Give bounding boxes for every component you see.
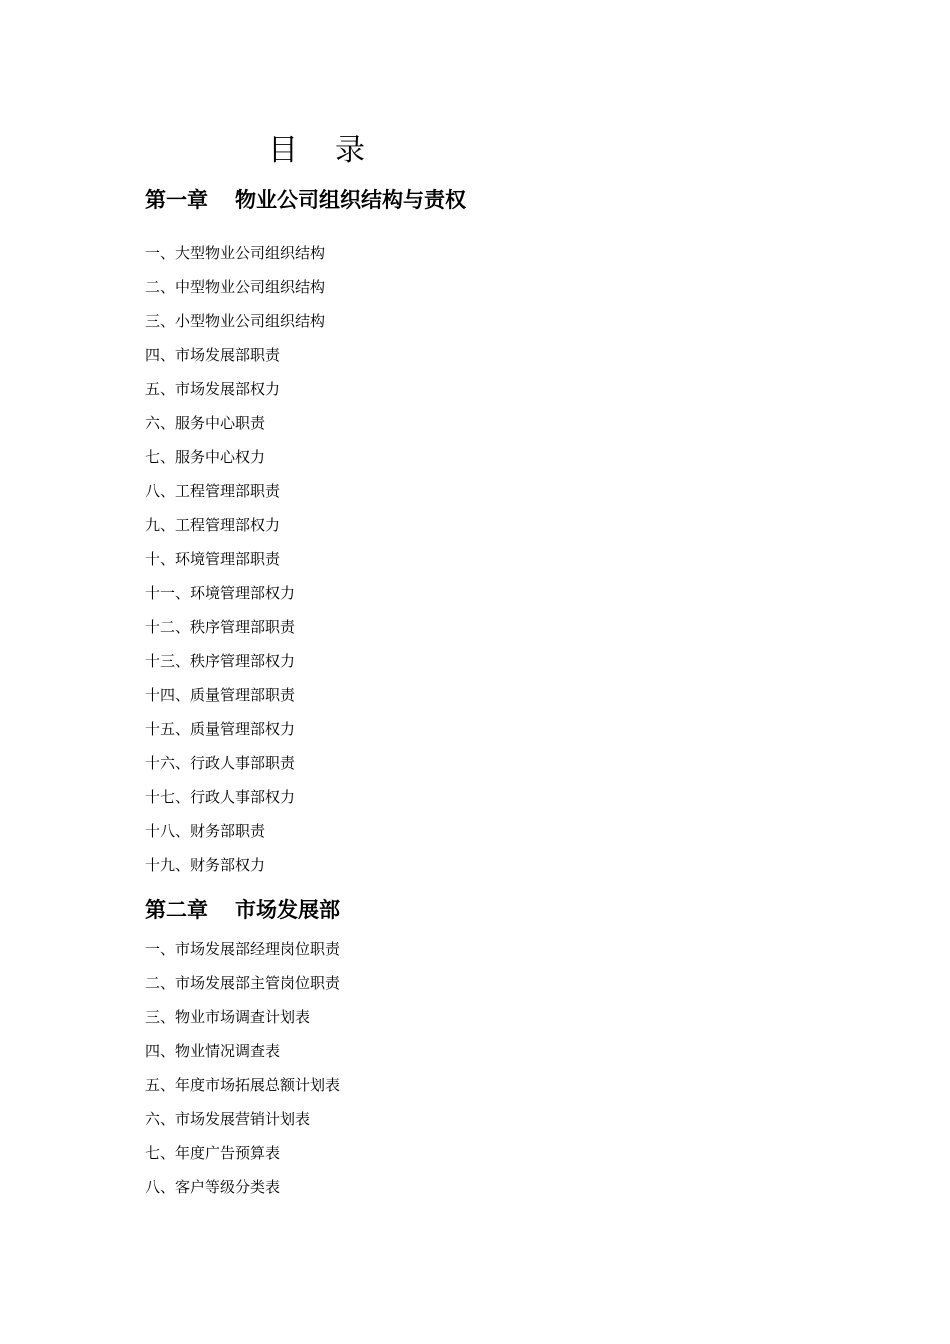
- chapter-heading: [145, 895, 950, 925]
- chapter-title: 市场发展部: [235, 898, 340, 922]
- toc-item: 三、物业市场调查计划表: [145, 1008, 311, 1026]
- toc-item: 九、工程管理部权力: [145, 516, 281, 534]
- toc-item: 三、小型物业公司组织结构: [145, 312, 326, 330]
- chapter-heading: [145, 185, 950, 215]
- toc-item: 六、服务中心职责: [145, 414, 266, 432]
- toc-item: 十五、质量管理部权力: [145, 720, 296, 738]
- chapter-2: [0, 895, 950, 1204]
- toc-item: 十六、行政人事部职责: [145, 754, 296, 772]
- toc-item: 十三、秩序管理部权力: [145, 652, 296, 670]
- toc-item: 八、客户等级分类表: [145, 1178, 281, 1196]
- toc-item: 六、市场发展营销计划表: [145, 1110, 311, 1128]
- chapter-1: [0, 185, 950, 882]
- toc-item: 十、环境管理部职责: [145, 550, 281, 568]
- toc-item: 五、年度市场拓展总额计划表: [145, 1076, 341, 1094]
- toc-item: 十一、环境管理部权力: [145, 584, 296, 602]
- toc-item: 十八、财务部职责: [145, 822, 266, 840]
- chapter-number: 第二章: [145, 898, 208, 922]
- toc-item: 五、市场发展部权力: [145, 380, 281, 398]
- toc-item: 一、大型物业公司组织结构: [145, 244, 326, 262]
- toc-item: 八、工程管理部职责: [145, 482, 281, 500]
- chapter-title: 物业公司组织结构与责权: [235, 188, 466, 212]
- toc-item: 四、市场发展部职责: [145, 346, 281, 364]
- toc-item: 七、年度广告预算表: [145, 1144, 281, 1162]
- toc-item: 二、市场发展部主管岗位职责: [145, 974, 341, 992]
- toc-item: 十九、财务部权力: [145, 856, 266, 874]
- toc-title: 目录: [268, 133, 402, 168]
- chapter-2-item-list: [145, 932, 950, 1204]
- chapter-number: 第一章: [145, 188, 208, 212]
- toc-item: 四、物业情况调查表: [145, 1042, 281, 1060]
- toc-item: 十二、秩序管理部职责: [145, 618, 296, 636]
- toc-item: 十七、行政人事部权力: [145, 788, 296, 806]
- toc-item: 七、服务中心权力: [145, 448, 266, 466]
- toc-item: 一、市场发展部经理岗位职责: [145, 940, 341, 958]
- chapter-1-item-list: [145, 236, 950, 882]
- toc-item: 二、中型物业公司组织结构: [145, 278, 326, 296]
- toc-item: 十四、质量管理部职责: [145, 686, 296, 704]
